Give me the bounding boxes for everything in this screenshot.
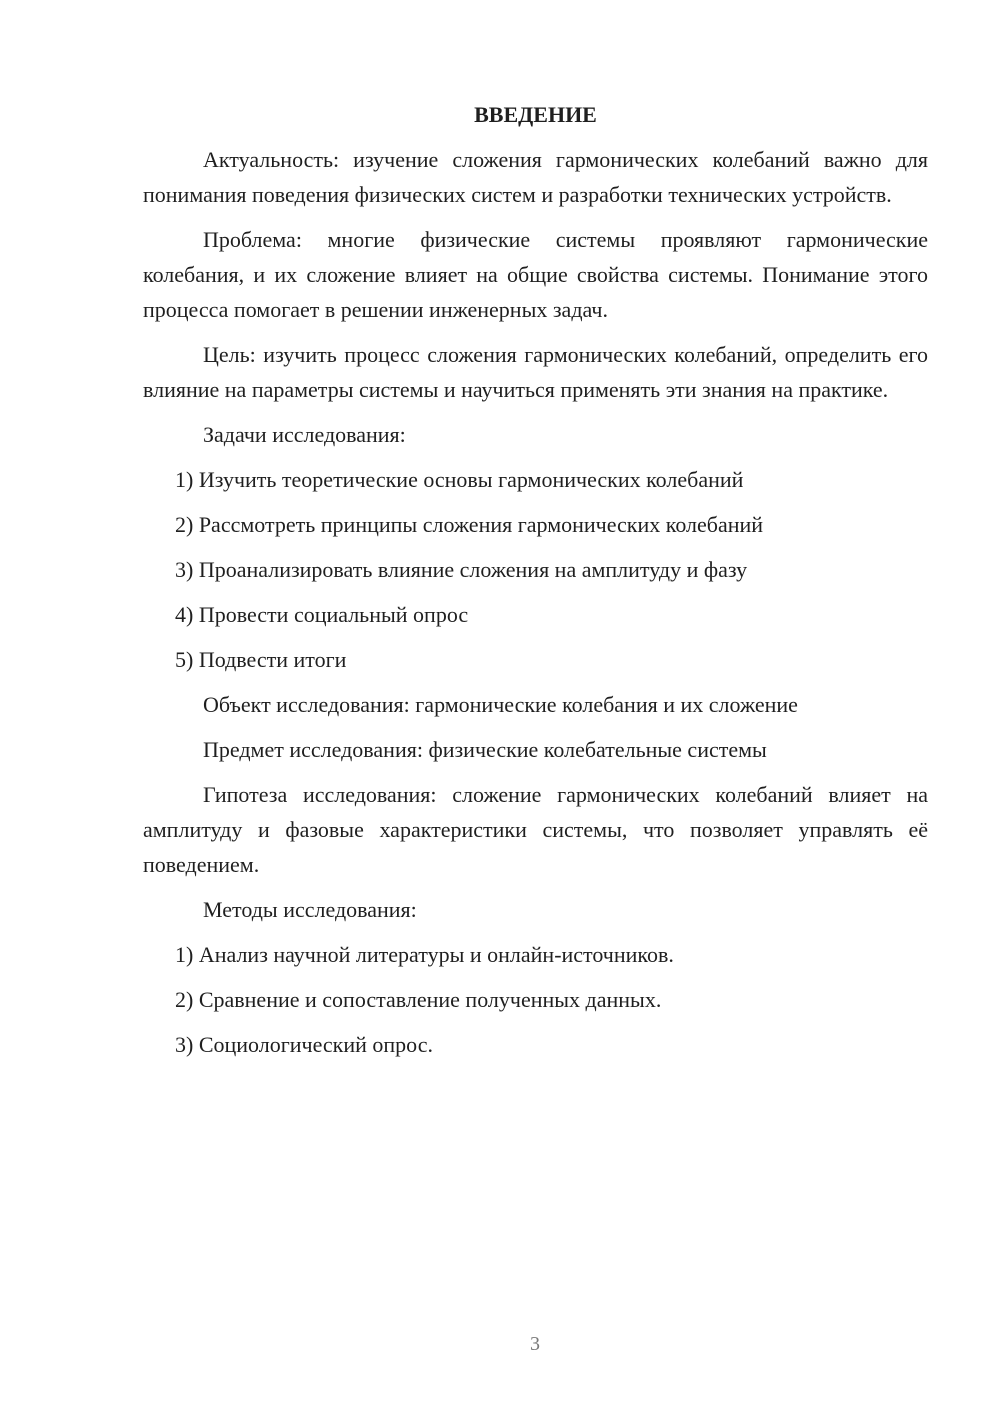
methods-heading: Методы исследования:	[203, 897, 417, 922]
hypothesis-paragraph: Гипотеза исследования: сложение гармонических колебаний влияет на амплитуду и фазовые характеристики системы, что позволяет управлять её поведением.	[143, 782, 928, 877]
method-item: 3) Социологический опрос.	[175, 1032, 433, 1057]
tasks-list	[143, 462, 928, 677]
object-line: Объект исследования: гармонические колебания и их сложение	[203, 692, 798, 717]
task-item: 4) Провести социальный опрос	[175, 602, 469, 627]
page-number: 3	[530, 1333, 540, 1355]
methods-list	[143, 937, 928, 1062]
task-item: 5) Подвести итоги	[175, 647, 347, 672]
goal-paragraph: Цель: изучить процесс сложения гармонических колебаний, определить его влияние на параметры системы и научиться применять эти знания на практике.	[143, 342, 928, 402]
task-item: 1) Изучить теоретические основы гармонических колебаний	[175, 467, 744, 492]
task-item: 3) Проанализировать влияние сложения на амплитуду и фазу	[175, 557, 748, 582]
section-title: ВВЕДЕНИЕ	[474, 102, 597, 127]
method-item: 1) Анализ научной литературы и онлайн-источников.	[175, 942, 674, 967]
subject-line: Предмет исследования: физические колебательные системы	[203, 737, 767, 762]
problem-paragraph: Проблема: многие физические системы проявляют гармонические колебания, и их сложение влияет на общие свойства системы. Понимание этого процесса помогает в решении инженерных задач.	[143, 227, 928, 322]
task-item: 2) Рассмотреть принципы сложения гармонических колебаний	[175, 512, 764, 537]
page-content	[143, 97, 928, 1072]
method-item: 2) Сравнение и сопоставление полученных данных.	[175, 987, 662, 1012]
relevance-paragraph: Актуальность: изучение сложения гармонических колебаний важно для понимания поведения физических систем и разработки технических устройств.	[143, 147, 928, 207]
tasks-heading: Задачи исследования:	[203, 422, 406, 447]
